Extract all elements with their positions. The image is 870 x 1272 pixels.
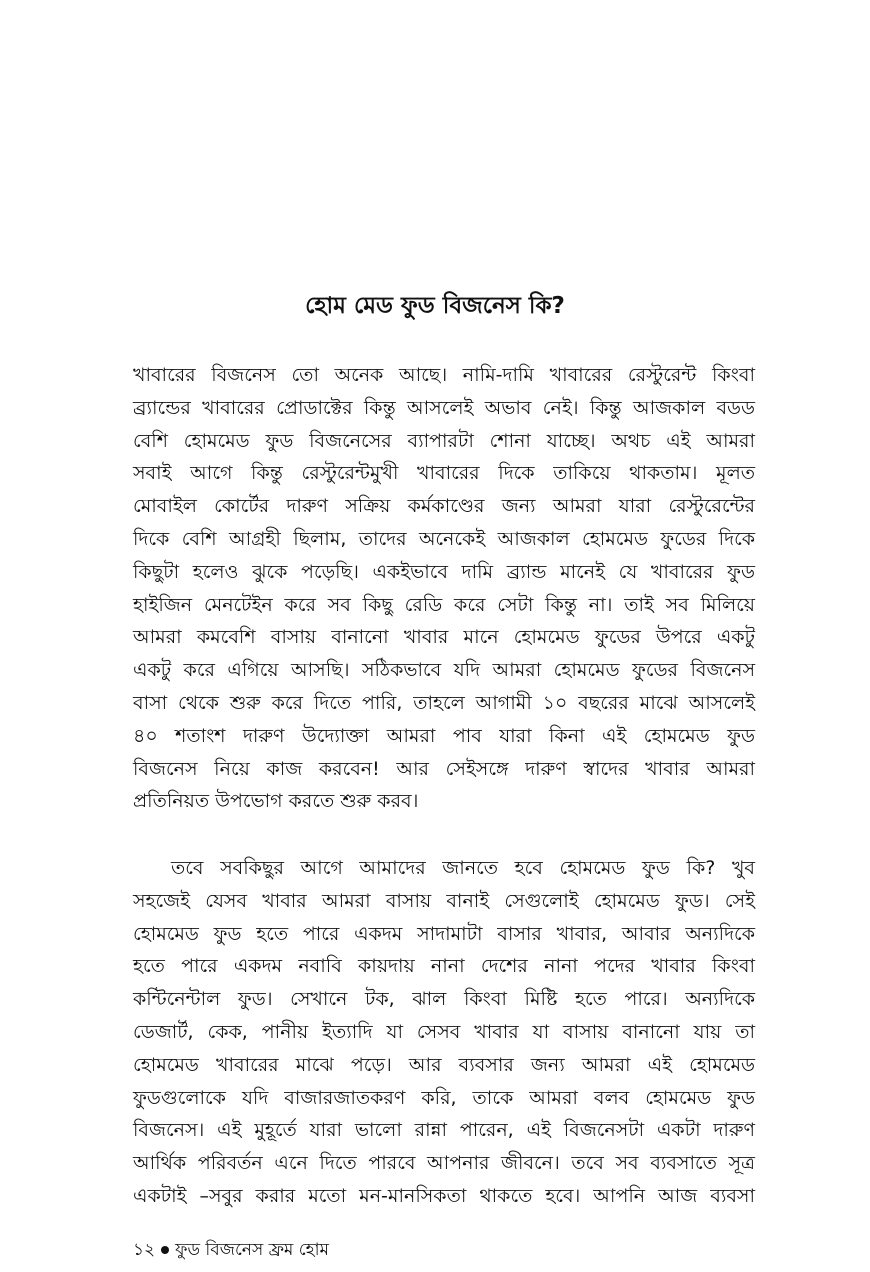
paragraph-line: একটাই –সবুর করার মতো মন-মানসিকতা থাকতে হবে। আপনি আজ ব্যবসা [133, 1184, 755, 1207]
paragraph-line: ব্র্যান্ডের খাবারের প্রোডাক্টের কিন্তু আসলেই অভাব নেই। কিন্তু আজকাল বডড [133, 396, 755, 419]
paragraph-line: আর্থিক পরিবর্তন এনে দিতে পারবে আপনার জীবনে। তবে সব ব্যবসাতে সূত্র [133, 1152, 755, 1175]
chapter-title: হোম মেড ফুড বিজনেস কি? [305, 293, 565, 319]
paragraph-line: দিকে বেশি আগ্রহী ছিলাম, তাদের অনেকেই আজকাল হোমমেড ফুডের দিকে [133, 527, 755, 550]
paragraph-line: হতে পারে একদম নবাবি কায়দায় নানা দেশের নানা পদের খাবার কিংবা [133, 955, 755, 978]
paragraph-line: তবে সবকিছুর আগে আমাদের জানতে হবে হোমমেড ফুড কি? খুব [171, 857, 755, 879]
paragraph-line: ফুডগুলোকে যদি বাজারজাতকরণ করি, তাকে আমরা বলব হোমমেড ফুড [133, 1086, 755, 1109]
paragraph-line: প্রতিনিয়ত উপভোগ করতে শুরু করব। [133, 790, 419, 813]
paragraph-line: মোবাইল কোর্টের দারুণ সক্রিয় কর্মকাণ্ডের জন্য আমরা যারা রেস্টুরেন্টের [133, 495, 755, 518]
paragraph-line: বিজনেস। এই মুহূর্তে যারা ভালো রান্না পারেন, এই বিজনেসটা একটা দারুণ [133, 1119, 755, 1142]
paragraph-line: হোমমেড খাবারের মাঝে পড়ে। আর ব্যবসার জন্য আমরা এই হোমমেড [133, 1053, 755, 1076]
running-title: ফুড বিজনেস ফ্রম হোম [175, 1240, 329, 1260]
paragraph-line: ডেজার্ট, কেক, পানীয় ইত্যাদি যা সেসব খাবার যা বাসায় বানানো যায় তা [133, 1020, 755, 1043]
paragraph-1 [133, 359, 755, 818]
paragraph-line: ৪০ শতাংশ দারুণ উদ্যোক্তা আমরা পাব যারা কিনা এই হোমমেড ফুড [133, 724, 755, 747]
page-footer [133, 1238, 329, 1262]
paragraph-line: বাসা থেকে শুরু করে দিতে পারি, তাহলে আগামী ১০ বছরের মাঝে আসলেই [133, 691, 755, 714]
paragraph-line: হোমমেড ফুড হতে পারে একদম সাদামাটা বাসার খাবার, আবার অন্যদিকে [133, 922, 755, 945]
paragraph-line: খাবারের বিজনেস তো অনেক আছে। নামি-দামি খাবারের রেস্টুরেন্ট কিংবা [133, 364, 755, 386]
paragraph-line: আমরা কমবেশি বাসায় বানানো খাবার মানে হোমমেড ফুডের উপরে একটু [133, 626, 755, 649]
paragraph-line: সহজেই যেসব খাবার আমরা বাসায় বানাই সেগুলোই হোমমেড ফুড। সেই [133, 889, 755, 912]
page-number: ১২ [133, 1240, 156, 1260]
paragraph-line: বিজনেস নিয়ে কাজ করবেন! আর সেইসঙ্গে দারুণ স্বাদের খাবার আমরা [133, 757, 755, 780]
paragraph-line: একটু করে এগিয়ে আসছি। সঠিকভাবে যদি আমরা হোমমেড ফুডের বিজনেস [133, 659, 755, 682]
paragraph-2 [133, 852, 755, 1213]
paragraph-line: সবাই আগে কিন্তু রেস্টুরেন্টমুখী খাবারের দিকে তাকিয়ে থাকতাম। মূলত [133, 462, 755, 485]
paragraph-line: হাইজিন মেনটেইন করে সব কিছু রেডি করে সেটা কিন্তু না। তাই সব মিলিয়ে [133, 593, 755, 616]
bullet-icon [161, 1246, 169, 1254]
paragraph-line: কন্টিনেন্টাল ফুড। সেখানে টক, ঝাল কিংবা মিষ্টি হতে পারে। অন্যদিকে [133, 988, 755, 1011]
paragraph-line: বেশি হোমমেড ফুড বিজনেসের ব্যাপারটা শোনা যাচ্ছে। অথচ এই আমরা [133, 429, 755, 452]
paragraph-line: কিছুটা হলেও ঝুকে পড়েছি। একইভাবে দামি ব্র্যান্ড মানেই যে খাবারের ফুড [133, 560, 755, 583]
